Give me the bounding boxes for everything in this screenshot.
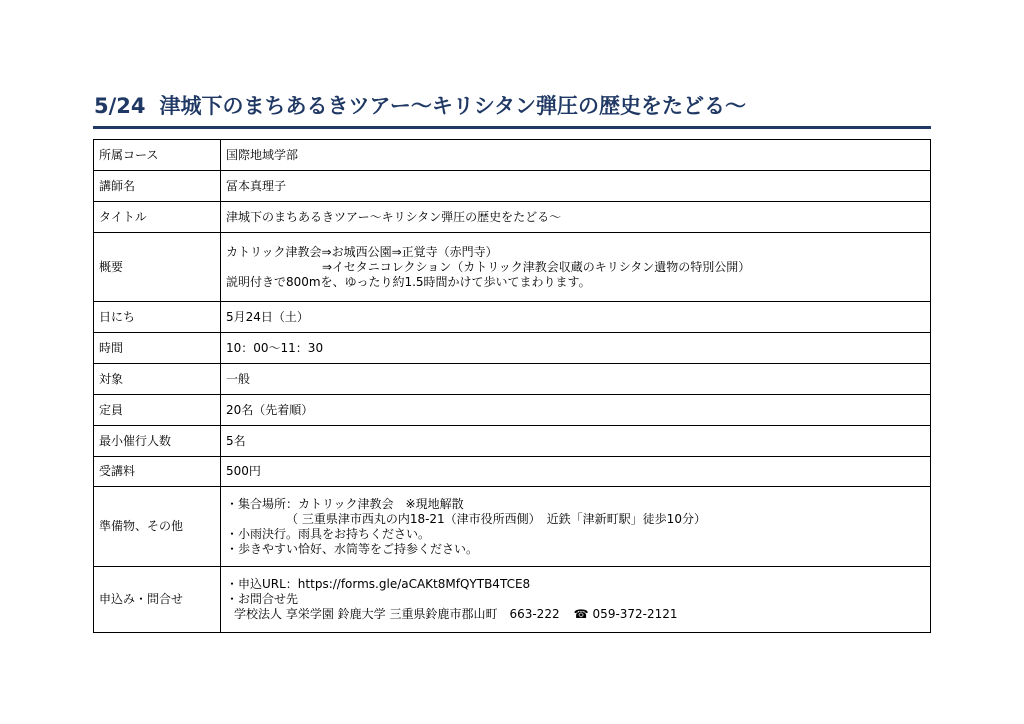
row-value bbox=[221, 567, 931, 633]
table-row bbox=[94, 364, 931, 395]
row-value: 5月24日（土） bbox=[221, 302, 931, 333]
row-label: 最小催行人数 bbox=[94, 426, 221, 457]
overview-line: カトリック津教会⇒お城西公園⇒正覚寺（赤門寺） bbox=[226, 244, 498, 259]
event-info-table bbox=[93, 139, 931, 633]
row-label: 対象 bbox=[94, 364, 221, 395]
row-value: 5名 bbox=[221, 426, 931, 457]
event-title: 津城下のまちあるきツアー～キリシタン弾圧の歴史をたどる～ bbox=[159, 94, 747, 118]
table-row bbox=[94, 567, 931, 633]
row-value: 10：00～11：30 bbox=[221, 333, 931, 364]
overview-line: ⇒イセタニコレクション（カトリック津教会収蔵のキリシタン遺物の特別公開） bbox=[322, 259, 751, 274]
contact-address-line bbox=[226, 607, 926, 622]
row-value: 500円 bbox=[221, 457, 931, 487]
row-label: 講師名 bbox=[94, 171, 221, 202]
telephone-icon: ☎ bbox=[573, 607, 589, 621]
notes-line: ・小雨決行。雨具をお持ちください。 bbox=[226, 526, 431, 541]
overview-line: 説明付きで800mを、ゆったり約1.5時間かけて歩いてまわります。 bbox=[226, 274, 591, 289]
row-value: 津城下のまちあるきツアー～キリシタン弾圧の歴史をたどる～ bbox=[221, 202, 931, 233]
contact-address: 学校法人 享栄学園 鈴鹿大学 三重県鈴鹿市郡山町 663-222 bbox=[234, 607, 560, 621]
title-underline bbox=[93, 126, 931, 129]
row-value: 一般 bbox=[221, 364, 931, 395]
table-row bbox=[94, 426, 931, 457]
row-value: 冨本真理子 bbox=[221, 171, 931, 202]
row-label: タイトル bbox=[94, 202, 221, 233]
contact-phone: 059-372-2121 bbox=[592, 607, 678, 621]
row-value bbox=[221, 233, 931, 302]
contact-heading-line: ・お問合せ先 bbox=[226, 592, 299, 606]
event-date: 5/24 bbox=[94, 94, 146, 118]
row-label: 日にち bbox=[94, 302, 221, 333]
row-label: 時間 bbox=[94, 333, 221, 364]
row-label: 受講料 bbox=[94, 457, 221, 487]
row-label: 定員 bbox=[94, 395, 221, 426]
table-row bbox=[94, 171, 931, 202]
table-row bbox=[94, 487, 931, 567]
row-label: 所属コース bbox=[94, 140, 221, 171]
page-title bbox=[94, 90, 934, 120]
row-value: 20名（先着順） bbox=[221, 395, 931, 426]
row-label: 準備物、その他 bbox=[94, 487, 221, 567]
apply-url-line: ・申込URL：https://forms.gle/aCAKt8MfQYTB4TCE8 bbox=[226, 577, 531, 591]
row-label: 申込み・問合せ bbox=[94, 567, 221, 633]
row-value: 国際地域学部 bbox=[221, 140, 931, 171]
notes-line: （ 三重県津市西丸の内18-21（津市役所西側） 近鉄「津新町駅」徒歩10分） bbox=[286, 511, 706, 526]
table-row bbox=[94, 233, 931, 302]
row-label: 概要 bbox=[94, 233, 221, 302]
table-row bbox=[94, 395, 931, 426]
row-value bbox=[221, 487, 931, 567]
table-row bbox=[94, 333, 931, 364]
table-row bbox=[94, 302, 931, 333]
table-row bbox=[94, 140, 931, 171]
table-row bbox=[94, 202, 931, 233]
table-row bbox=[94, 457, 931, 487]
notes-line: ・歩きやすい恰好、水筒等をご持参ください。 bbox=[226, 541, 479, 556]
notes-line: ・集合場所：カトリック津教会 ※現地解散 bbox=[226, 496, 464, 511]
